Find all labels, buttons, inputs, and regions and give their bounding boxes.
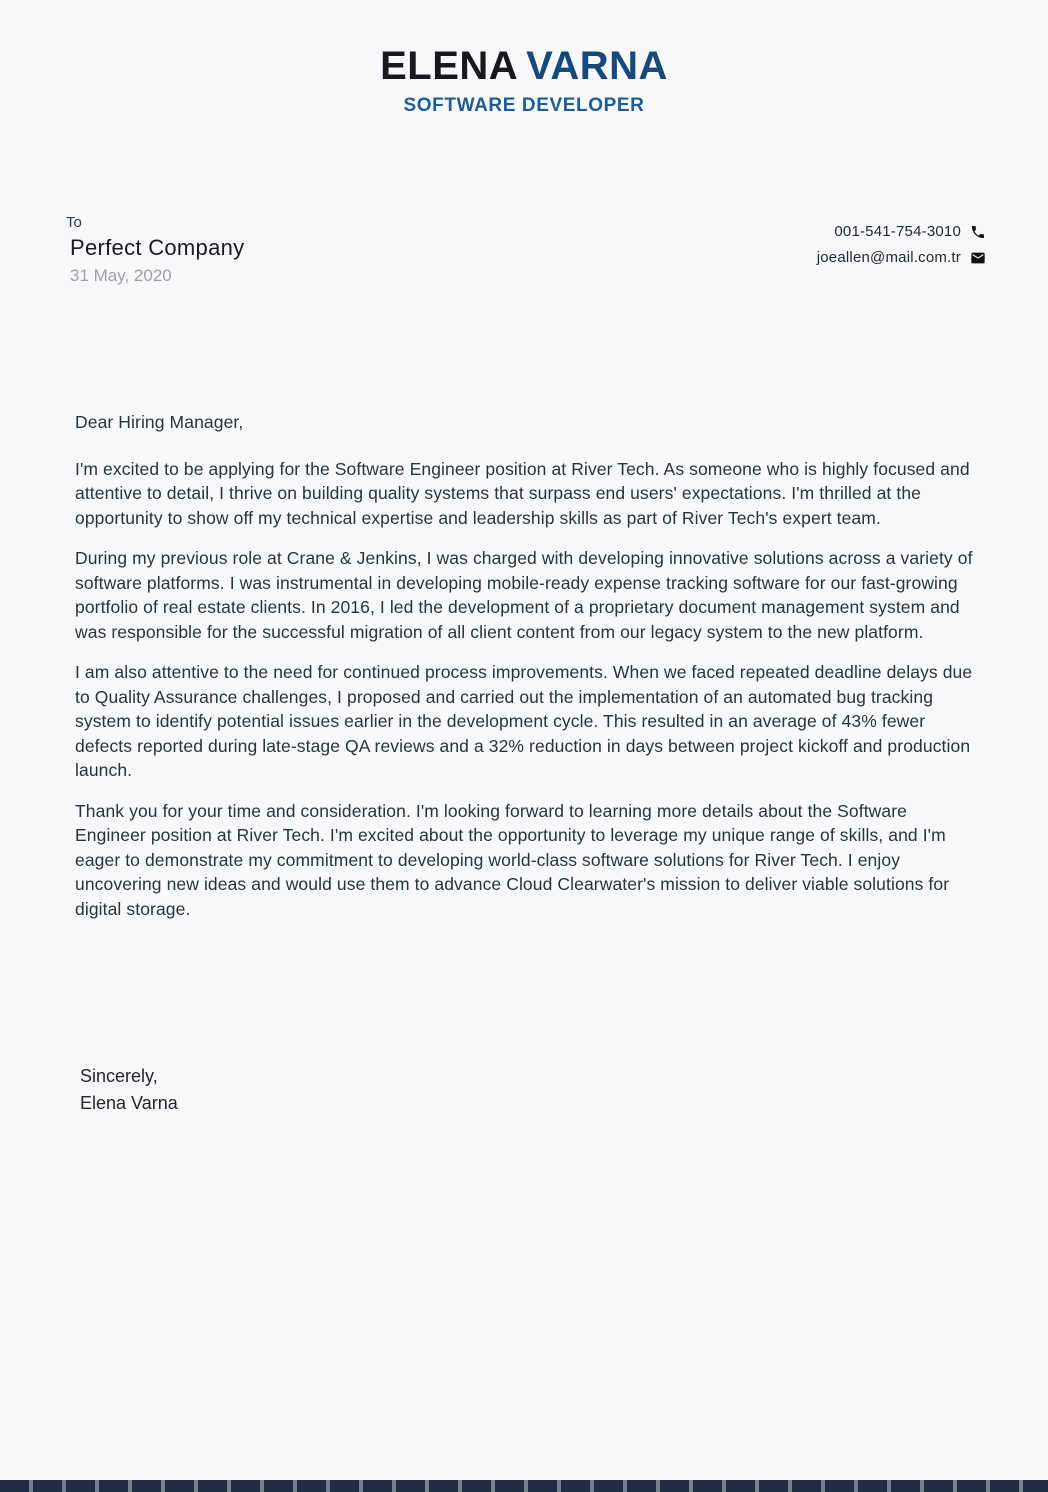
contact-phone-line <box>817 219 986 245</box>
footer-decoration-bar <box>0 1480 1048 1492</box>
closing-phrase: Sincerely, <box>80 1066 158 1086</box>
salutation: Dear Hiring Manager, <box>75 412 244 432</box>
letter-paragraph-1: I'm excited to be applying for the Software Engineer position at River Tech. As someone who is highly focused and attentive to detail, I thrive on building quality systems that surpass end users' expectations. I'm thrilled at the opportunity to show off my technical expertise and leadership skills as part of River Tech's expert team. <box>75 458 970 528</box>
letter-paragraph-3: I am also attentive to the need for continued process improvements. When we faced repeated deadline delays due to Quality Assurance challenges, I proposed and carried out the implementation of an automated bug tracking system to identify potential issues earlier in the development cycle. This resulted in an average of 43% fewer defects reported during late-stage QA reviews and a 32% reduction in days between project kickoff and production launch. <box>75 662 973 780</box>
phone-number: 001-541-754-3010 <box>834 223 961 240</box>
candidate-last-name: VARNA <box>526 44 668 88</box>
letter-paragraph-4: Thank you for your time and consideration. I'm looking forward to learning more details about the Software Engineer position at River Tech. I'm excited about the opportunity to leverage my unique range of skills, and I'm eager to demonstrate my commitment to developing world-class software solutions for River Tech. I enjoy uncovering new ideas and would use them to advance Cloud Clearwater's mission to deliver viable solutions for digital storage. <box>75 800 950 919</box>
letterhead <box>0 44 1048 117</box>
info-row <box>64 214 986 286</box>
signature-name: Elena Varna <box>80 1093 178 1113</box>
letter-paragraph-2: During my previous role at Crane & Jenkins, I was charged with developing innovative solutions across a variety of software platforms. I was instrumental in developing mobile-ready expense tracking software for our fast-growing portfolio of real estate clients. In 2016, I led the development of a proprietary document management system and was responsible for the successful migration of all client content from our legacy system to the new platform. <box>75 548 973 642</box>
letter-body <box>75 410 977 937</box>
closing-block <box>80 1063 178 1117</box>
email-address: joeallen@mail.com.tr <box>816 249 961 266</box>
phone-icon <box>970 224 986 240</box>
contact-block <box>817 214 986 271</box>
envelope-icon <box>970 250 986 266</box>
candidate-name <box>0 44 1048 88</box>
job-title: SOFTWARE DEVELOPER <box>403 95 645 116</box>
candidate-first-name: ELENA <box>380 44 519 88</box>
recipient-label: To <box>66 214 82 231</box>
contact-email-line <box>817 245 986 271</box>
letter-date: 31 May, 2020 <box>70 266 172 285</box>
recipient-block <box>64 214 244 286</box>
recipient-company: Perfect Company <box>70 235 245 260</box>
